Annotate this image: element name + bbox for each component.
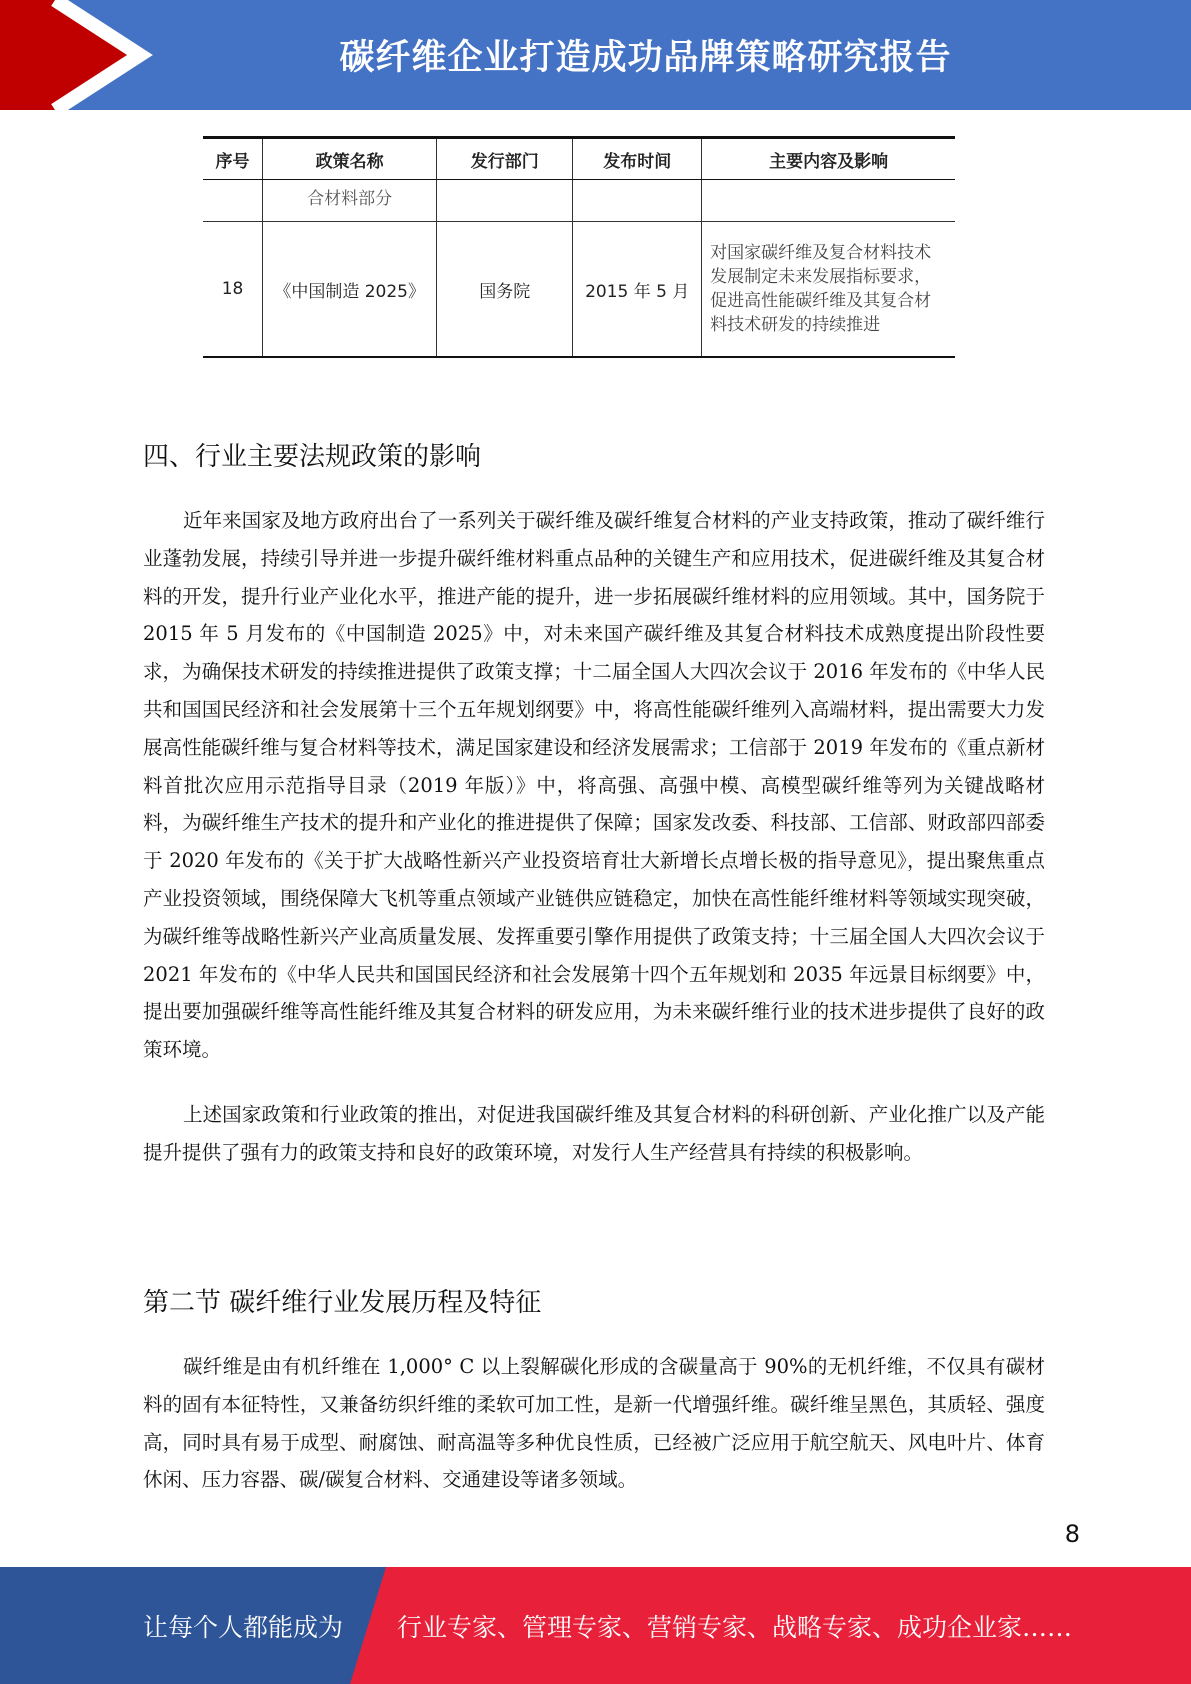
col-header-date: 发布时间 bbox=[573, 138, 702, 180]
table-header-row bbox=[203, 138, 955, 180]
report-title: 碳纤维企业打造成功品牌策略研究报告 bbox=[339, 38, 952, 78]
page-number: 8 bbox=[1064, 1520, 1080, 1548]
page-header bbox=[0, 0, 1191, 110]
table-cell: 18 bbox=[203, 222, 263, 358]
body-paragraph: 上述国家政策和行业政策的推出，对促进我国碳纤维及其复合材料的科研创新、产业化推广以及产能提升提供了强有力的政策支持和良好的政策环境，对发行人生产经营具有持续的积极影响。 bbox=[143, 1103, 1045, 1164]
page-footer bbox=[0, 1567, 1191, 1684]
policy-table bbox=[203, 136, 955, 358]
col-header-policy-name: 政策名称 bbox=[263, 138, 437, 180]
col-header-content: 主要内容及影响 bbox=[702, 138, 955, 180]
body-paragraph: 近年来国家及地方政府出台了一系列关于碳纤维及碳纤维复合材料的产业支持政策，推动了碳纤维行业蓬勃发展，持续引导并进一步提升碳纤维材料重点品种的关键生产和应用技术，促进碳纤维及其复合材料的开发，提升行业产业化水平，推进产能的提升，进一步拓展碳纤维材料的应用领域。其中，国务院于 2015 年 5 月发布的《中国制造 2025》中，对未来国产碳纤维及其复合材料技术成熟度提出阶段性要求，为确保技术研发的持续推进提供了政策支撑；十二届全国人大四次会议于 2016 年发布的《中华人民共和国国民经济和社会发展第十三个五年规划纲要》中，将高性能碳纤维列入高端材料，提出需要大力发展高性能碳纤维与复合材料等技术，满足国家建设和经济发展需求；工信部于 2019 年发布的《重点新材料首批次应用示范指导目录（2019 年版）》中，将高强、高强中模、高模型碳纤维等列为关键战略材料，为碳纤维生产技术的提升和产业化的推进提供了保障；国家发改委、科技部、工信部、财政部四部委于 2020 年发布的《关于扩大战略性新兴产业投资培育壮大新增长点增长极的指导意见》，提出聚焦重点产业投资领域，围绕保障大飞机等重点领域产业链供应链稳定，加快在高性能纤维材料等领域实现突破，为碳纤维等战略性新兴产业高质量发展、发挥重要引擎作用提供了政策支持；十三届全国人大四次会议于 2021 年发布的《中华人民共和国国民经济和社会发展第十四个五年规划和 2035 年远景目标纲要》中，提出要加强碳纤维等高性能纤维及其复合材料的研发应用，为未来碳纤维行业的技术进步提供了良好的政策环境。 bbox=[143, 509, 1045, 1062]
table-row bbox=[203, 180, 955, 222]
table-cell: 对国家碳纤维及复合材料技术发展制定未来发展指标要求，促进高性能碳纤维及其复合材料技术研发的持续推进 bbox=[702, 222, 955, 358]
table-cell: 国务院 bbox=[437, 222, 573, 358]
section-heading-development: 第二节 碳纤维行业发展历程及特征 bbox=[143, 1288, 542, 1318]
col-header-issuer: 发行部门 bbox=[437, 138, 573, 180]
header-arrow-icon bbox=[0, 0, 160, 110]
table-row bbox=[203, 222, 955, 358]
footer-slogan-right: 行业专家、管理专家、营销专家、战略专家、成功企业家…… bbox=[397, 1612, 1073, 1642]
footer-slogan-left: 让每个人都能成为 bbox=[143, 1612, 344, 1642]
table-cell bbox=[437, 180, 573, 222]
section-heading-policy-impact: 四、行业主要法规政策的影响 bbox=[143, 442, 482, 472]
table-cell bbox=[203, 180, 263, 222]
table-cell bbox=[573, 180, 702, 222]
table-cell: 合材料部分 bbox=[263, 180, 437, 222]
table-cell: 2015 年 5 月 bbox=[573, 222, 702, 358]
body-paragraph: 碳纤维是由有机纤维在 1,000° C 以上裂解碳化形成的含碳量高于 90%的无机纤维，不仅具有碳材料的固有本征特性，又兼备纺织纤维的柔软可加工性，是新一代增强纤维。碳纤维呈黑色，其质轻、强度高，同时具有易于成型、耐腐蚀、耐高温等多种优良性质，已经被广泛应用于航空航天、风电叶片、体育休闲、压力容器、碳/碳复合材料、交通建设等诸多领域。 bbox=[143, 1355, 1045, 1492]
col-header-index: 序号 bbox=[203, 138, 263, 180]
table-cell bbox=[702, 180, 955, 222]
table-cell: 《中国制造 2025》 bbox=[263, 222, 437, 358]
